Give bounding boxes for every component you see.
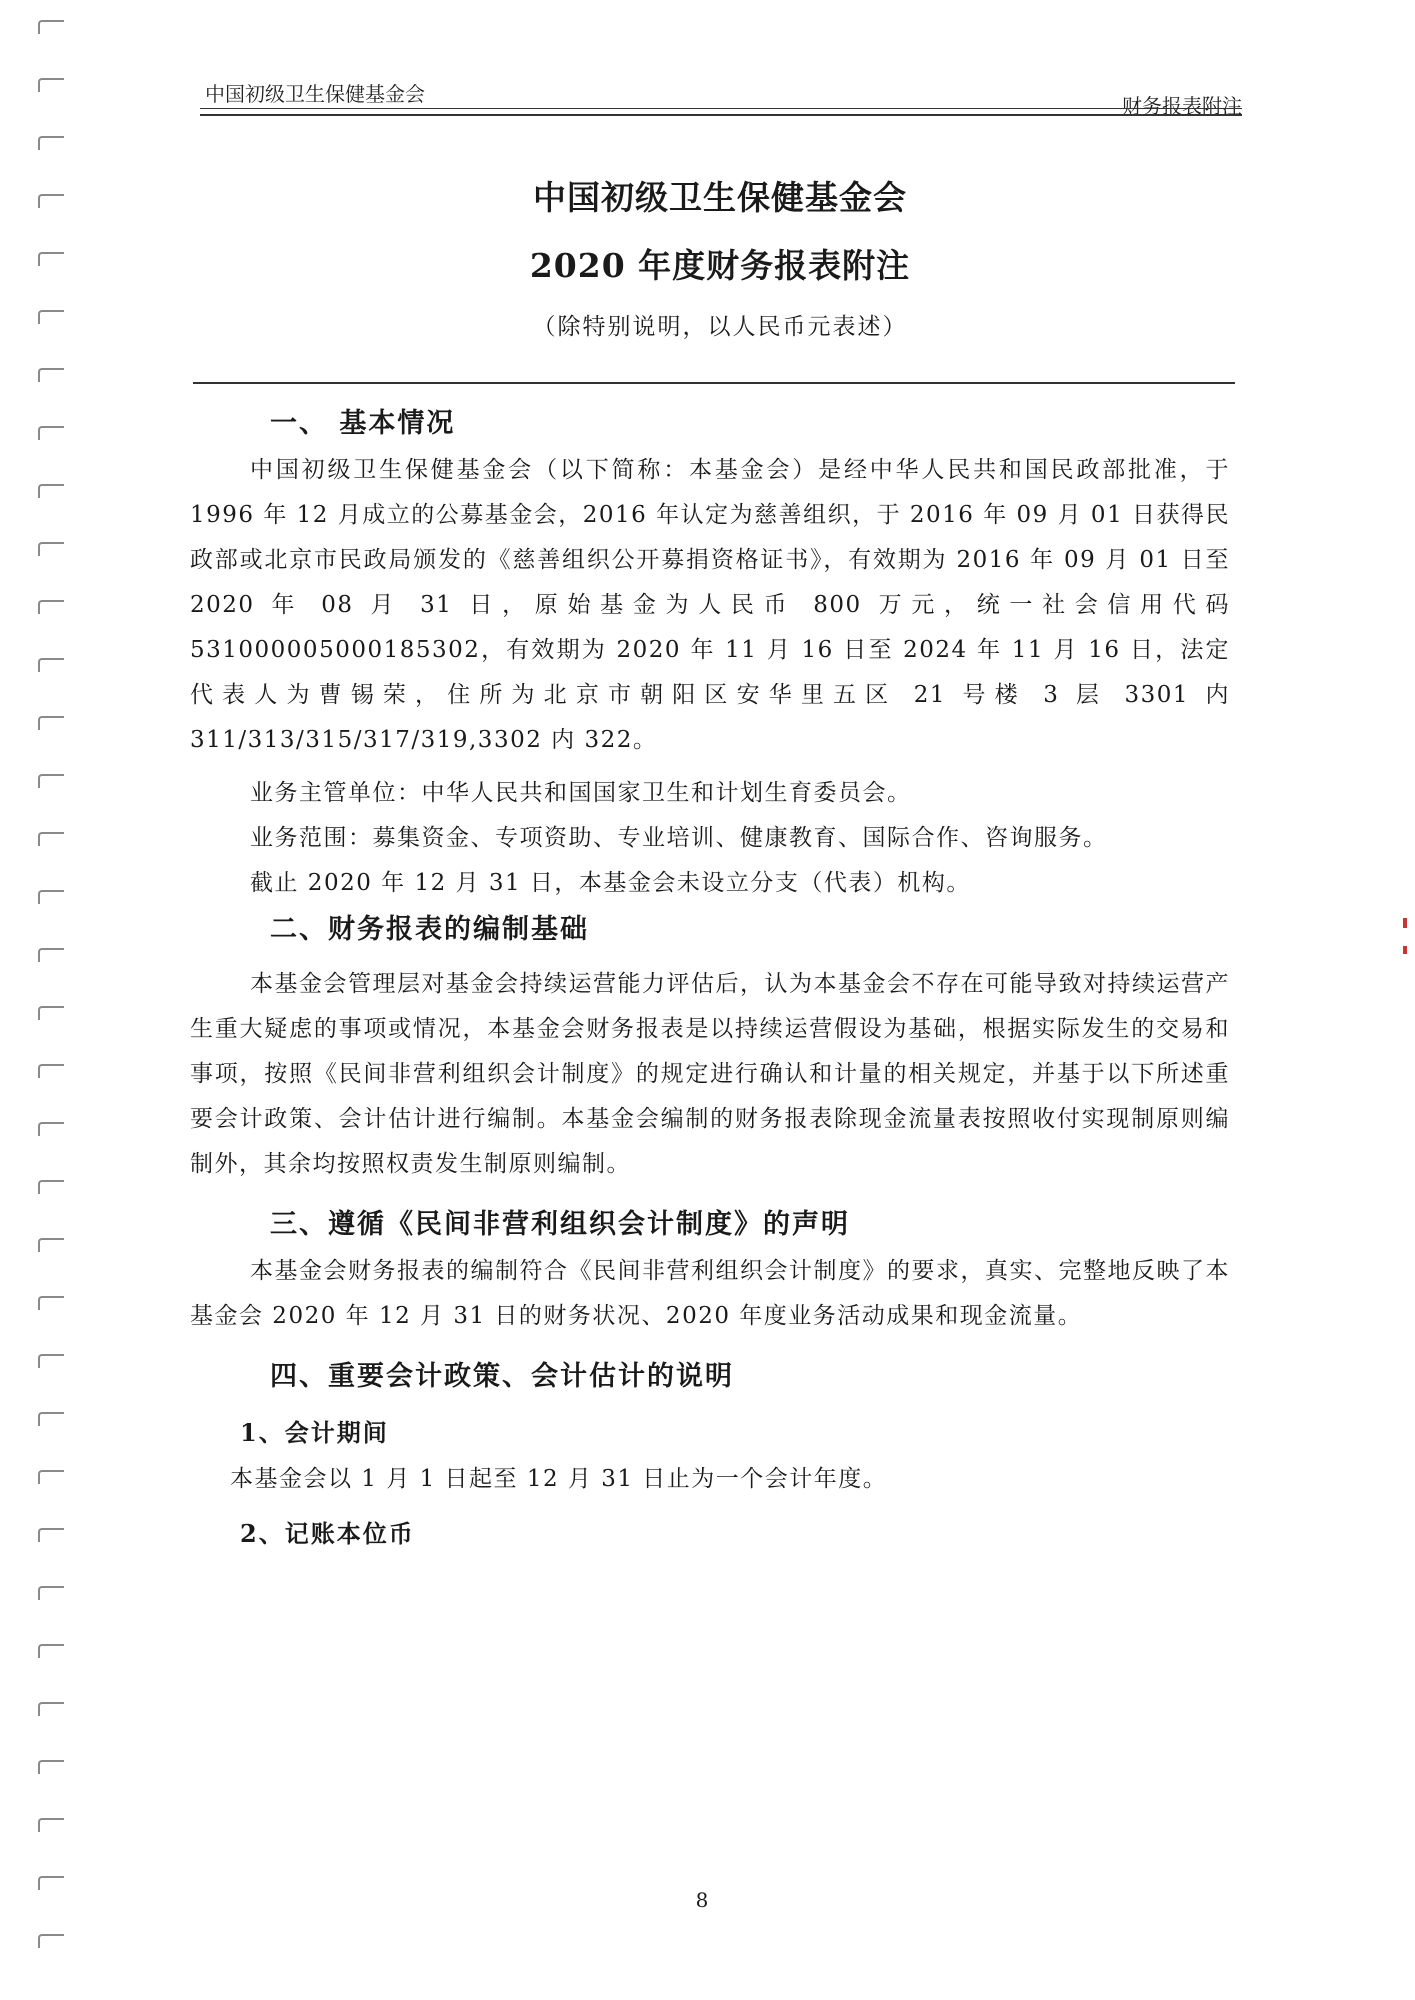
binding-mark	[38, 1586, 64, 1600]
page-number: 8	[695, 1888, 709, 1912]
binding-mark	[38, 1876, 64, 1890]
header-org: 中国初级卫生保健基金会	[205, 82, 425, 106]
binding-mark	[38, 368, 64, 382]
binding-mark	[38, 1644, 64, 1658]
header-section: 财务报表附注	[1122, 94, 1242, 118]
edge-mark	[1403, 946, 1407, 954]
binding-mark	[38, 1180, 64, 1194]
edge-mark	[1403, 918, 1407, 928]
section-heading: 四、重要会计政策、会计估计的说明	[270, 1361, 734, 1392]
paragraph: 截止 2020 年 12 月 31 日，本基金会未设立分支（代表）机构。	[250, 870, 971, 896]
title-rule	[193, 382, 1235, 384]
binding-mark	[38, 1122, 64, 1136]
binding-mark	[38, 1760, 64, 1774]
binding-mark	[38, 600, 64, 614]
binding-mark	[38, 1702, 64, 1716]
page-title: 中国初级卫生保健基金会	[533, 178, 907, 217]
paragraph: 本基金会管理层对基金会持续运营能力评估后，认为本基金会不存在可能导致对持续运营产生重大疑虑的事项或情况，本基金会财务报表是以持续运营假设为基础，根据实际发生的交易和事项，按照《民间非营利组织会计制度》的规定进行确认和计量的相关规定，并基于以下所述重要会计政策、会计估计进行编制。本基金会编制的财务报表除现金流量表按照收付实现制原则编制外，其余均按照权责发生制原则编制。	[190, 971, 1230, 1177]
binding-mark	[38, 1296, 64, 1310]
binding-mark	[38, 658, 64, 672]
header-rule	[200, 114, 1242, 116]
binding-mark	[38, 832, 64, 846]
subsection-heading: 1、会计期间	[240, 1418, 389, 1447]
binding-mark	[38, 1528, 64, 1542]
header-rule	[200, 108, 1242, 109]
binding-mark	[38, 890, 64, 904]
binding-mark	[38, 1064, 64, 1078]
section-heading: 二、财务报表的编制基础	[270, 914, 589, 945]
binding-mark	[38, 484, 64, 498]
binding-mark	[38, 1470, 64, 1484]
binding-mark	[38, 78, 64, 92]
paragraph: 本基金会以 1 月 1 日起至 12 月 31 日止为一个会计年度。	[230, 1466, 888, 1492]
binding-mark	[38, 948, 64, 962]
page-subtitle: 2020 年度财务报表附注	[529, 246, 911, 285]
paragraph: 业务范围：募集资金、专项资助、专业培训、健康教育、国际合作、咨询服务。	[250, 825, 1108, 851]
binding-mark	[38, 426, 64, 440]
paragraph: 本基金会财务报表的编制符合《民间非营利组织会计制度》的要求，真实、完整地反映了本基金会 2020 年 12 月 31 日的财务状况、2020 年度业务活动成果和现金流量。	[190, 1258, 1230, 1329]
subsection-heading: 2、记账本位币	[240, 1519, 415, 1548]
binding-mark	[38, 252, 64, 266]
binding-mark	[38, 1238, 64, 1252]
binding-mark	[38, 1818, 64, 1832]
binding-mark	[38, 716, 64, 730]
binding-mark	[38, 1412, 64, 1426]
document-body	[190, 400, 1230, 1558]
binding-mark	[38, 1934, 64, 1948]
binding-margin	[0, 0, 80, 2000]
binding-mark	[38, 542, 64, 556]
section-heading: 一、 基本情况	[270, 408, 456, 439]
binding-mark	[38, 1354, 64, 1368]
binding-mark	[38, 136, 64, 150]
paragraph: 中国初级卫生保健基金会（以下简称：本基金会）是经中华人民共和国民政部批准，于 1996 年 12 月成立的公募基金会，2016 年认定为慈善组织，于 2016 年 09 月 01 日获得民政部或北京市民政局颁发的《慈善组织公开募捐资格证书》，有效期为 2016 年 09 月 01 日至 2020 年 08 月 31 日，原始基金为人民币 800 万元，统一社会信用代码 531000005000185302，有效期为 2020 年 11 月 16 日至 2024 年 11 月 16 日，法定代表人为曹锡荣，住所为北京市朝阳区安华里五区 21 号楼 3 层 3301 内 311/313/315/317/319,3302 内 322。	[190, 457, 1231, 753]
binding-mark	[38, 194, 64, 208]
binding-mark	[38, 20, 64, 34]
section-heading: 三、遵循《民间非营利组织会计制度》的声明	[270, 1209, 850, 1240]
currency-note: （除特别说明，以人民币元表述）	[532, 314, 908, 340]
binding-mark	[38, 774, 64, 788]
binding-mark	[38, 1006, 64, 1020]
binding-mark	[38, 310, 64, 324]
paragraph: 业务主管单位：中华人民共和国国家卫生和计划生育委员会。	[250, 780, 912, 806]
